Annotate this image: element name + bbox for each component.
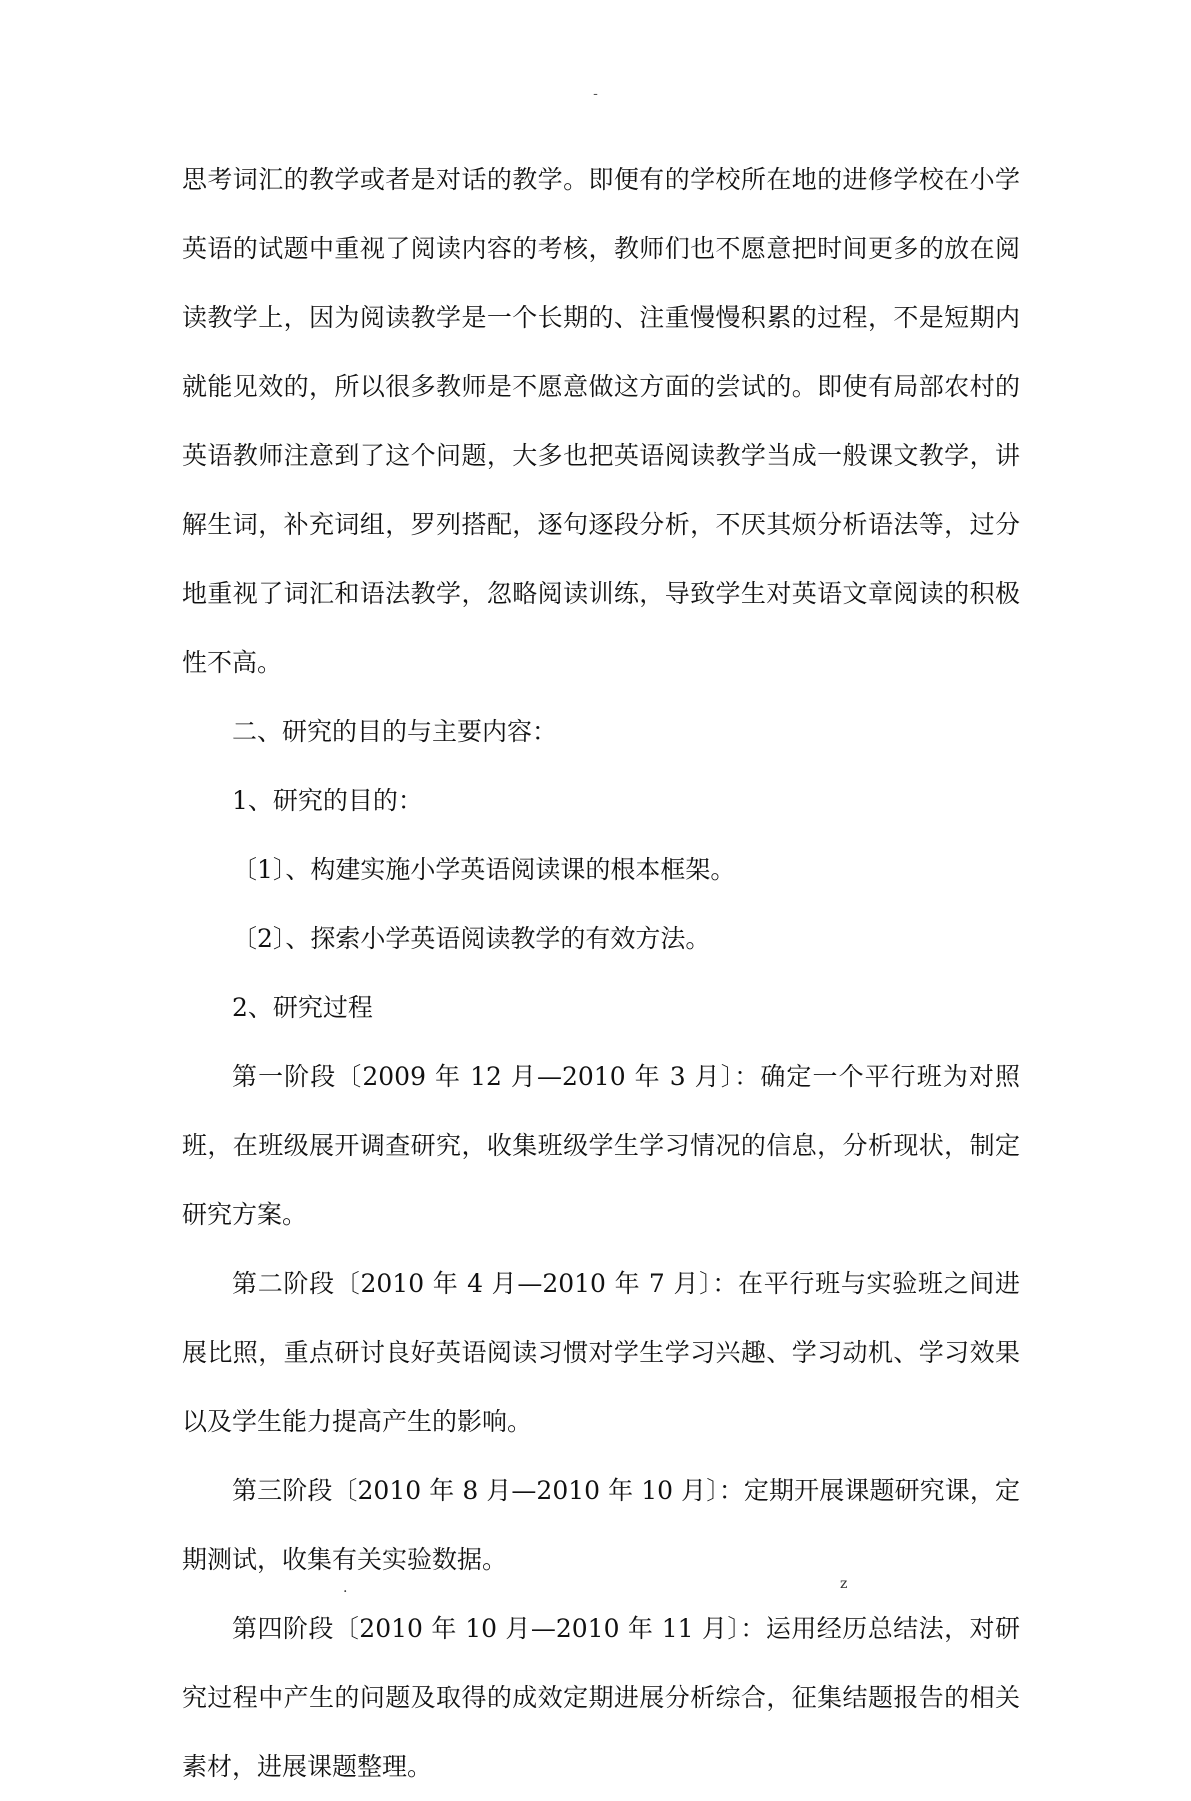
subheading-research-goal: 1、研究的目的： xyxy=(232,786,423,815)
document-body xyxy=(182,145,1020,1801)
page-footer-right-mark: z xyxy=(840,1576,848,1592)
subheading-research-process: 2、研究过程 xyxy=(232,993,373,1022)
stage-2: 第二阶段〔2010 年 4 月—2010 年 7 月〕：在平行班与实验班之间进展比照，重点研讨良好英语阅读习惯对学生学习兴趣、学习动机、学习效果以及学生能力提高产生的影响。 xyxy=(182,1269,1020,1436)
stage-1: 第一阶段〔2009 年 12 月—2010 年 3 月〕：确定一个平行班为对照班，在班级展开调查研究，收集班级学生学习情况的信息，分析现状，制定研究方案。 xyxy=(182,1062,1020,1229)
goal-item-2: 〔2〕、探索小学英语阅读教学的有效方法。 xyxy=(232,924,711,953)
section-heading-2: 二、研究的目的与主要内容： xyxy=(232,717,558,746)
paragraph-1: 思考词汇的教学或者是对话的教学。即便有的学校所在地的进修学校在小学英语的试题中重视了阅读内容的考核，教师们也不愿意把时间更多的放在阅读教学上，因为阅读教学是一个长期的、注重慢慢积累的过程，不是短期内就能见效的，所以很多教师是不愿意做这方面的尝试的。即使有局部农村的英语教师注意到了这个问题，大多也把英语阅读教学当成一般课文教学，讲解生词，补充词组，罗列搭配，逐句逐段分析，不厌其烦分析语法等，过分地重视了词汇和语法教学，忽略阅读训练，导致学生对英语文章阅读的积极性不高。 xyxy=(182,165,1020,677)
stage-3: 第三阶段〔2010 年 8 月—2010 年 10 月〕：定期开展课题研究课，定期测试，收集有关实验数据。 xyxy=(182,1476,1020,1574)
stage-4: 第四阶段〔2010 年 10 月—2010 年 11 月〕：运用经历总结法，对研究过程中产生的问题及取得的成效定期进展分析综合，征集结题报告的相关素材，进展课题整理。 xyxy=(182,1614,1020,1781)
page-header-mark: - xyxy=(593,86,598,102)
page-footer-left-mark: . xyxy=(343,1580,348,1596)
goal-item-1: 〔1〕、构建实施小学英语阅读课的根本框架。 xyxy=(232,855,736,884)
